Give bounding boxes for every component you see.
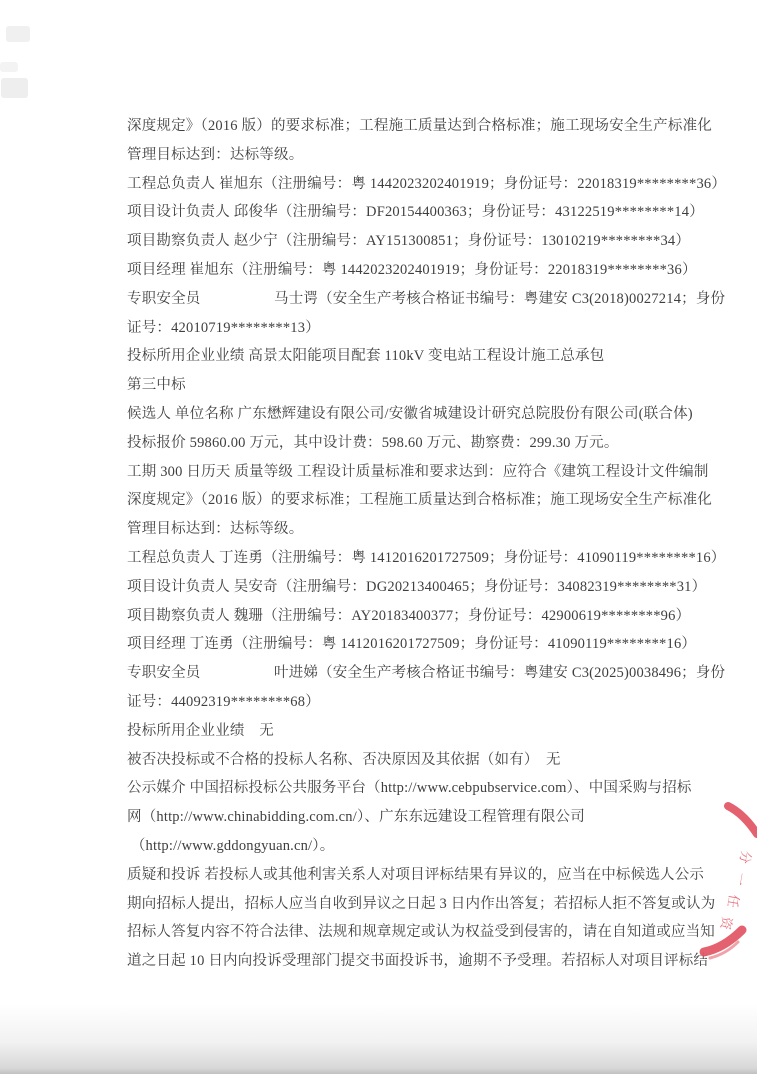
red-seal-stamp-icon	[690, 790, 757, 975]
scan-smudge	[1, 78, 28, 98]
text-line: 公示媒介 中国招标投标公共服务平台（http://www.cebpubservice.com）、中国采购与招标	[127, 780, 692, 797]
text-line: 投标报价 59860.00 万元，其中设计费：598.60 万元、勘察费：299.30 万元。	[127, 434, 619, 451]
text-line: 项目勘察负责人 魏珊（注册编号：AY20183400377；身份证号：42900619********96）	[127, 607, 691, 624]
text-line: 投标所用企业业绩 高景太阳能项目配套 110kV 变电站工程设计施工总承包	[127, 348, 605, 365]
svg-text:任: 任	[724, 893, 742, 909]
scan-shadow	[0, 1004, 757, 1074]
text-line: 工期 300 日历天 质量等级 工程设计质量标准和要求达到：应符合《建筑工程设计文件编制	[127, 463, 709, 480]
text-line: 被否决投标或不合格的投标人名称、否决原因及其依据（如有） 无	[127, 751, 561, 768]
text-line: 项目设计负责人 吴安奇（注册编号：DG20213400465；身份证号：34082319********31）	[127, 578, 707, 595]
text-line: 项目经理 崔旭东（注册编号：粤 1442023202401919；身份证号：22018319********36）	[127, 261, 697, 278]
text-line: 证号：44092319********68）	[127, 693, 320, 710]
text-line: 网（http://www.chinabidding.com.cn/）、广东东远建设工程管理有限公司	[127, 809, 585, 826]
text-line: 专职安全员 马士谔（安全生产考核合格证书编号：粤建安 C3(2018)0027214；身份	[127, 290, 726, 307]
text-line: 工程总负责人 丁连勇（注册编号：粤 1412016201727509；身份证号：41090119********16）	[127, 549, 726, 566]
text-line: 项目勘察负责人 赵少宁（注册编号：AY151300851；身份证号：13010219********34）	[127, 233, 691, 250]
text-line: 招标人答复内容不符合法律、法规和规章规定或认为权益受到侵害的，请在自知道或应当知	[127, 924, 715, 941]
text-line: 质疑和投诉 若投标人或其他利害关系人对项目评标结果有异议的，应当在中标候选人公示	[127, 866, 705, 883]
text-line: 投标所用企业业绩 无	[127, 722, 274, 739]
text-line: 管理目标达到：达标等级。	[127, 521, 304, 538]
text-line: 第三中标	[127, 377, 186, 394]
scan-smudge	[6, 26, 30, 42]
text-line: 工程总负责人 崔旭东（注册编号：粤 1442023202401919；身份证号：22018319********36）	[127, 175, 727, 192]
scan-smudge	[0, 62, 18, 72]
text-line: 证号：42010719********13）	[127, 319, 320, 336]
svg-text:资: 资	[717, 915, 735, 931]
text-line: 项目经理 丁连勇（注册编号：粤 1412016201727509；身份证号：41090119********16）	[127, 636, 697, 653]
text-line: 专职安全员 叶进娣（安全生产考核合格证书编号：粤建安 C3(2025)0038496；身份	[127, 665, 726, 682]
text-line: 道之日起 10 日内向投诉受理部门提交书面投诉书，逾期不予受理。若招标人对项目评标结	[127, 953, 709, 970]
text-line: 候选人 单位名称 广东懋辉建设有限公司/安徽省城建设计研究总院股份有限公司(联合体)	[127, 405, 693, 422]
svg-text:分: 分	[736, 849, 754, 865]
document-text-block	[127, 112, 727, 976]
text-line: 项目设计负责人 邱俊华（注册编号：DF20154400363；身份证号：43122519********14）	[127, 204, 704, 221]
svg-text:一: 一	[731, 871, 749, 887]
text-line: （http://www.gddongyuan.cn/）。	[127, 837, 335, 854]
text-line: 深度规定》（2016 版）的要求标准；工程施工质量达到合格标准；施工现场安全生产标准化	[127, 118, 712, 134]
text-line: 深度规定》（2016 版）的要求标准；工程施工质量达到合格标准；施工现场安全生产标准化	[127, 492, 712, 509]
text-line: 期向招标人提出，招标人应当自收到异议之日起 3 日内作出答复；若招标人拒不答复或认为	[127, 895, 716, 912]
text-line: 管理目标达到：达标等级。	[127, 146, 304, 163]
